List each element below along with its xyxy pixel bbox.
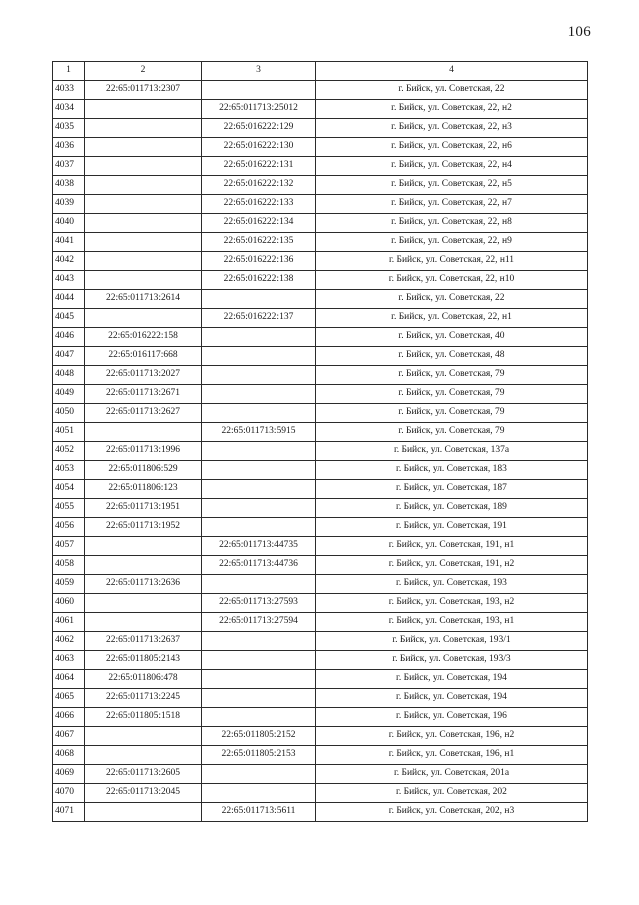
building-cadastral-number-cell	[202, 328, 316, 347]
address-cell: г. Бийск, ул. Советская, 22, н9	[316, 233, 588, 252]
table-row	[53, 423, 588, 442]
row-number-cell: 4036	[53, 138, 85, 157]
address-cell: г. Бийск, ул. Советская, 22, н11	[316, 252, 588, 271]
row-number-cell: 4068	[53, 746, 85, 765]
land-cadastral-number-cell: 22:65:011713:1952	[85, 518, 202, 537]
row-number-cell: 4071	[53, 803, 85, 822]
land-cadastral-number-cell	[85, 157, 202, 176]
address-cell: г. Бийск, ул. Советская, 187	[316, 480, 588, 499]
table-row	[53, 252, 588, 271]
building-cadastral-number-cell: 22:65:011713:27594	[202, 613, 316, 632]
land-cadastral-number-cell	[85, 594, 202, 613]
address-cell: г. Бийск, ул. Советская, 193, н2	[316, 594, 588, 613]
table-row	[53, 195, 588, 214]
land-cadastral-number-cell	[85, 176, 202, 195]
table-row	[53, 784, 588, 803]
table-row	[53, 442, 588, 461]
building-cadastral-number-cell: 22:65:011713:5611	[202, 803, 316, 822]
building-cadastral-number-cell: 22:65:016222:134	[202, 214, 316, 233]
land-cadastral-number-cell	[85, 271, 202, 290]
building-cadastral-number-cell	[202, 708, 316, 727]
land-cadastral-number-cell	[85, 214, 202, 233]
row-number-cell: 4041	[53, 233, 85, 252]
address-cell: г. Бийск, ул. Советская, 22	[316, 290, 588, 309]
building-cadastral-number-cell: 22:65:016222:132	[202, 176, 316, 195]
row-number-cell: 4069	[53, 765, 85, 784]
address-cell: г. Бийск, ул. Советская, 194	[316, 689, 588, 708]
address-cell: г. Бийск, ул. Советская, 22, н8	[316, 214, 588, 233]
table-row	[53, 499, 588, 518]
building-cadastral-number-cell: 22:65:011713:44735	[202, 537, 316, 556]
land-cadastral-number-cell	[85, 803, 202, 822]
building-cadastral-number-cell	[202, 632, 316, 651]
table-row	[53, 385, 588, 404]
table-row	[53, 765, 588, 784]
table-row	[53, 328, 588, 347]
table-row	[53, 290, 588, 309]
land-cadastral-number-cell: 22:65:011713:2045	[85, 784, 202, 803]
address-cell: г. Бийск, ул. Советская, 22, н1	[316, 309, 588, 328]
address-cell: г. Бийск, ул. Советская, 202	[316, 784, 588, 803]
land-cadastral-number-cell: 22:65:011806:478	[85, 670, 202, 689]
building-cadastral-number-cell: 22:65:011713:5915	[202, 423, 316, 442]
address-cell: г. Бийск, ул. Советская, 48	[316, 347, 588, 366]
building-cadastral-number-cell: 22:65:016222:130	[202, 138, 316, 157]
building-cadastral-number-cell: 22:65:011713:27593	[202, 594, 316, 613]
table-row	[53, 613, 588, 632]
land-cadastral-number-cell: 22:65:016117:668	[85, 347, 202, 366]
land-cadastral-number-cell: 22:65:011806:529	[85, 461, 202, 480]
table-row	[53, 366, 588, 385]
land-cadastral-number-cell	[85, 746, 202, 765]
row-number-cell: 4059	[53, 575, 85, 594]
table-row	[53, 594, 588, 613]
land-cadastral-number-cell: 22:65:011713:2671	[85, 385, 202, 404]
row-number-cell: 4038	[53, 176, 85, 195]
building-cadastral-number-cell	[202, 366, 316, 385]
land-cadastral-number-cell	[85, 100, 202, 119]
building-cadastral-number-cell	[202, 765, 316, 784]
table-row	[53, 176, 588, 195]
row-number-cell: 4033	[53, 81, 85, 100]
address-cell: г. Бийск, ул. Советская, 196	[316, 708, 588, 727]
address-cell: г. Бийск, ул. Советская, 189	[316, 499, 588, 518]
row-number-cell: 4052	[53, 442, 85, 461]
building-cadastral-number-cell	[202, 442, 316, 461]
address-cell: г. Бийск, ул. Советская, 22, н5	[316, 176, 588, 195]
row-number-cell: 4053	[53, 461, 85, 480]
table-row	[53, 480, 588, 499]
land-cadastral-number-cell	[85, 195, 202, 214]
row-number-cell: 4050	[53, 404, 85, 423]
land-cadastral-number-cell: 22:65:011713:1996	[85, 442, 202, 461]
address-cell: г. Бийск, ул. Советская, 137а	[316, 442, 588, 461]
address-cell: г. Бийск, ул. Советская, 22, н3	[316, 119, 588, 138]
land-cadastral-number-cell	[85, 233, 202, 252]
address-cell: г. Бийск, ул. Советская, 193, н1	[316, 613, 588, 632]
building-cadastral-number-cell	[202, 290, 316, 309]
row-number-cell: 4067	[53, 727, 85, 746]
address-cell: г. Бийск, ул. Советская, 22, н4	[316, 157, 588, 176]
table-row	[53, 803, 588, 822]
table-row	[53, 518, 588, 537]
building-cadastral-number-cell: 22:65:011805:2153	[202, 746, 316, 765]
building-cadastral-number-cell: 22:65:016222:133	[202, 195, 316, 214]
building-cadastral-number-cell	[202, 518, 316, 537]
address-cell: г. Бийск, ул. Советская, 201а	[316, 765, 588, 784]
address-cell: г. Бийск, ул. Советская, 191, н1	[316, 537, 588, 556]
address-cell: г. Бийск, ул. Советская, 79	[316, 366, 588, 385]
building-cadastral-number-cell	[202, 499, 316, 518]
land-cadastral-number-cell: 22:65:011713:1951	[85, 499, 202, 518]
row-number-cell: 4065	[53, 689, 85, 708]
table-row	[53, 347, 588, 366]
row-number-cell: 4049	[53, 385, 85, 404]
land-cadastral-number-cell: 22:65:011713:2637	[85, 632, 202, 651]
building-cadastral-number-cell	[202, 404, 316, 423]
row-number-cell: 4048	[53, 366, 85, 385]
table-row	[53, 708, 588, 727]
land-cadastral-number-cell	[85, 119, 202, 138]
land-cadastral-number-cell: 22:65:011713:2627	[85, 404, 202, 423]
address-cell: г. Бийск, ул. Советская, 183	[316, 461, 588, 480]
land-cadastral-number-cell: 22:65:011805:2143	[85, 651, 202, 670]
address-cell: г. Бийск, ул. Советская, 191, н2	[316, 556, 588, 575]
row-number-cell: 4055	[53, 499, 85, 518]
address-cell: г. Бийск, ул. Советская, 79	[316, 423, 588, 442]
land-cadastral-number-cell: 22:65:011805:1518	[85, 708, 202, 727]
row-number-cell: 4044	[53, 290, 85, 309]
table-row	[53, 271, 588, 290]
row-number-cell: 4063	[53, 651, 85, 670]
row-number-cell: 4070	[53, 784, 85, 803]
table-row	[53, 157, 588, 176]
address-cell: г. Бийск, ул. Советская, 22, н7	[316, 195, 588, 214]
row-number-cell: 4062	[53, 632, 85, 651]
land-cadastral-number-cell: 22:65:011806:123	[85, 480, 202, 499]
address-cell: г. Бийск, ул. Советская, 79	[316, 385, 588, 404]
table-row	[53, 746, 588, 765]
address-cell: г. Бийск, ул. Советская, 196, н2	[316, 727, 588, 746]
table-row	[53, 100, 588, 119]
building-cadastral-number-cell	[202, 385, 316, 404]
building-cadastral-number-cell	[202, 575, 316, 594]
address-cell: г. Бийск, ул. Советская, 193/1	[316, 632, 588, 651]
building-cadastral-number-cell: 22:65:011713:25012	[202, 100, 316, 119]
row-number-cell: 4040	[53, 214, 85, 233]
building-cadastral-number-cell	[202, 81, 316, 100]
table-row	[53, 404, 588, 423]
building-cadastral-number-cell	[202, 784, 316, 803]
land-cadastral-number-cell: 22:65:011713:2636	[85, 575, 202, 594]
building-cadastral-number-cell: 22:65:016222:136	[202, 252, 316, 271]
row-number-cell: 4061	[53, 613, 85, 632]
table-row	[53, 632, 588, 651]
building-cadastral-number-cell	[202, 651, 316, 670]
table-row	[53, 670, 588, 689]
address-cell: г. Бийск, ул. Советская, 79	[316, 404, 588, 423]
row-number-cell: 4039	[53, 195, 85, 214]
land-cadastral-number-cell	[85, 556, 202, 575]
table-row	[53, 537, 588, 556]
building-cadastral-number-cell	[202, 689, 316, 708]
building-cadastral-number-cell	[202, 347, 316, 366]
address-cell: г. Бийск, ул. Советская, 22, н6	[316, 138, 588, 157]
address-cell: г. Бийск, ул. Советская, 194	[316, 670, 588, 689]
building-cadastral-number-cell: 22:65:011805:2152	[202, 727, 316, 746]
table-header-row	[53, 62, 588, 81]
row-number-cell: 4064	[53, 670, 85, 689]
building-cadastral-number-cell: 22:65:016222:129	[202, 119, 316, 138]
column-header-3: 3	[202, 62, 316, 81]
row-number-cell: 4047	[53, 347, 85, 366]
table-row	[53, 233, 588, 252]
building-cadastral-number-cell: 22:65:016222:135	[202, 233, 316, 252]
building-cadastral-number-cell: 22:65:016222:131	[202, 157, 316, 176]
page-number: 106	[567, 24, 591, 40]
building-cadastral-number-cell: 22:65:016222:137	[202, 309, 316, 328]
land-cadastral-number-cell: 22:65:011713:2245	[85, 689, 202, 708]
row-number-cell: 4035	[53, 119, 85, 138]
row-number-cell: 4066	[53, 708, 85, 727]
land-cadastral-number-cell: 22:65:011713:2027	[85, 366, 202, 385]
table-row	[53, 81, 588, 100]
table-row	[53, 214, 588, 233]
address-cell: г. Бийск, ул. Советская, 196, н1	[316, 746, 588, 765]
row-number-cell: 4057	[53, 537, 85, 556]
land-cadastral-number-cell: 22:65:011713:2614	[85, 290, 202, 309]
row-number-cell: 4045	[53, 309, 85, 328]
address-cell: г. Бийск, ул. Советская, 22, н10	[316, 271, 588, 290]
address-cell: г. Бийск, ул. Советская, 22, н2	[316, 100, 588, 119]
land-cadastral-number-cell	[85, 613, 202, 632]
land-cadastral-number-cell	[85, 423, 202, 442]
row-number-cell: 4034	[53, 100, 85, 119]
row-number-cell: 4051	[53, 423, 85, 442]
building-cadastral-number-cell: 22:65:011713:44736	[202, 556, 316, 575]
row-number-cell: 4037	[53, 157, 85, 176]
land-cadastral-number-cell	[85, 537, 202, 556]
table-row	[53, 309, 588, 328]
table-row	[53, 461, 588, 480]
row-number-cell: 4043	[53, 271, 85, 290]
building-cadastral-number-cell	[202, 461, 316, 480]
table-row	[53, 138, 588, 157]
address-cell: г. Бийск, ул. Советская, 22	[316, 81, 588, 100]
land-cadastral-number-cell: 22:65:011713:2605	[85, 765, 202, 784]
land-cadastral-number-cell: 22:65:016222:158	[85, 328, 202, 347]
column-header-2: 2	[85, 62, 202, 81]
column-header-4: 4	[316, 62, 588, 81]
address-cell: г. Бийск, ул. Советская, 202, н3	[316, 803, 588, 822]
row-number-cell: 4058	[53, 556, 85, 575]
table-row	[53, 575, 588, 594]
table-row	[53, 727, 588, 746]
table-row	[53, 651, 588, 670]
row-number-cell: 4054	[53, 480, 85, 499]
row-number-cell: 4056	[53, 518, 85, 537]
row-number-cell: 4042	[53, 252, 85, 271]
address-cell: г. Бийск, ул. Советская, 191	[316, 518, 588, 537]
address-cell: г. Бийск, ул. Советская, 40	[316, 328, 588, 347]
land-cadastral-number-cell	[85, 727, 202, 746]
building-cadastral-number-cell	[202, 670, 316, 689]
land-cadastral-number-cell	[85, 309, 202, 328]
land-cadastral-number-cell: 22:65:011713:2307	[85, 81, 202, 100]
building-cadastral-number-cell	[202, 480, 316, 499]
land-cadastral-number-cell	[85, 138, 202, 157]
address-cell: г. Бийск, ул. Советская, 193	[316, 575, 588, 594]
building-cadastral-number-cell: 22:65:016222:138	[202, 271, 316, 290]
column-header-1: 1	[53, 62, 85, 81]
row-number-cell: 4046	[53, 328, 85, 347]
table-row	[53, 119, 588, 138]
table-row	[53, 689, 588, 708]
address-cell: г. Бийск, ул. Советская, 193/3	[316, 651, 588, 670]
property-registry-table	[52, 61, 588, 822]
land-cadastral-number-cell	[85, 252, 202, 271]
table-row	[53, 556, 588, 575]
row-number-cell: 4060	[53, 594, 85, 613]
